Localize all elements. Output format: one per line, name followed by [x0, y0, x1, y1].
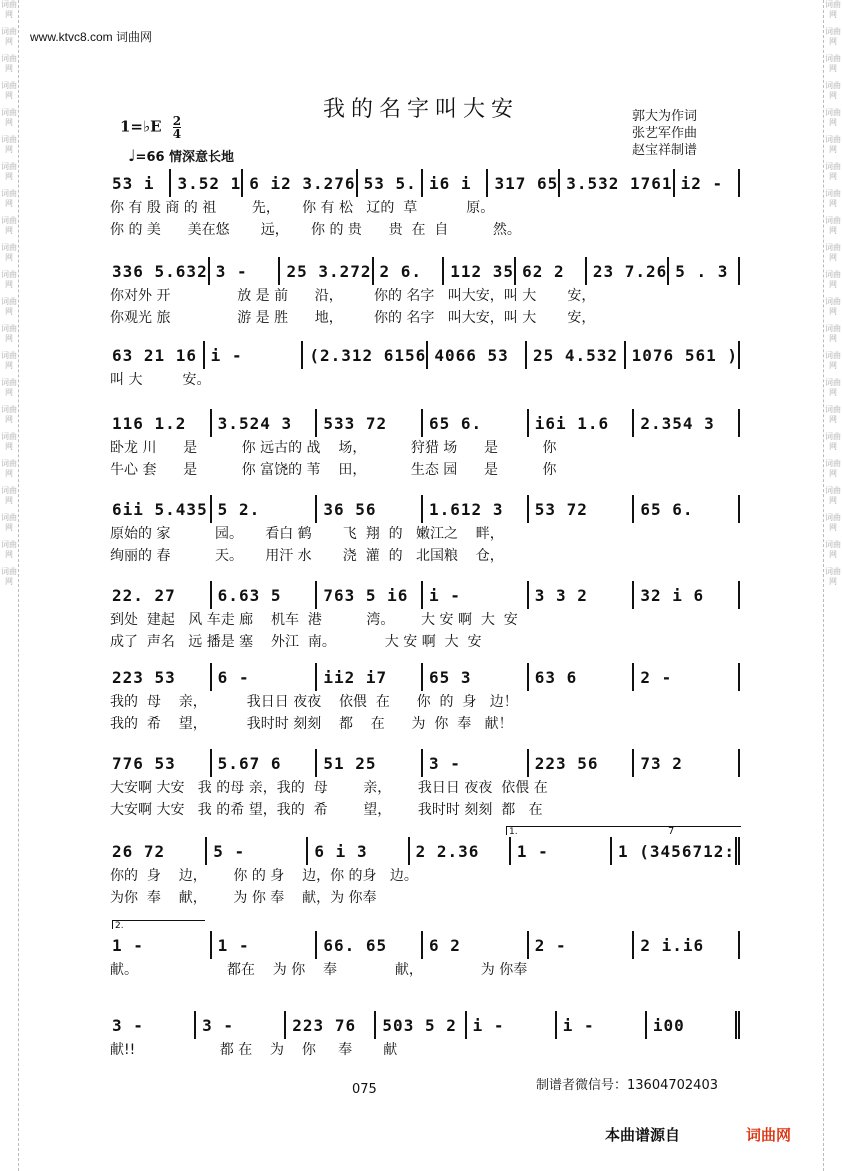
watermark-text: 词曲网: [825, 459, 841, 478]
source-label: 本曲谱源自: [605, 1126, 681, 1144]
measure: 6 i 3: [308, 837, 409, 865]
measure: 25 3.272: [280, 257, 373, 285]
measure: 317 65: [488, 169, 560, 197]
measure: 223 76: [286, 1011, 376, 1039]
measure: 763 5 i6: [317, 581, 423, 609]
watermark-text: 词曲网: [1, 378, 17, 397]
watermark-text: 词曲网: [825, 216, 841, 235]
measure: i6i 1.6: [529, 409, 635, 437]
lyric-line: 到处 建起 风 车走 廊 机车 港 湾。 大 安 啊 大 安: [110, 612, 518, 628]
measure: 3 -: [110, 1011, 196, 1039]
watermark-text: 词曲网: [1, 108, 17, 127]
watermark-text: 词曲网: [1, 54, 17, 73]
quarter-note-icon: ♩: [128, 146, 136, 165]
watermark-text: 词曲网: [1, 432, 17, 451]
measure: i00: [647, 1011, 740, 1039]
key-signature: [120, 115, 181, 140]
lyric-line: [110, 982, 740, 1004]
right-margin-watermark: [823, 0, 842, 1171]
measure: 73 2: [634, 749, 740, 777]
measure: 53 5.: [358, 169, 423, 197]
lyric-line: 献!! 都 在 为 你 奉 献: [110, 1042, 398, 1058]
measure: 1 -: [212, 931, 318, 959]
watermark-text: 词曲网: [1, 324, 17, 343]
measure: i -: [467, 1011, 557, 1039]
lyricist: 郭大为作词: [632, 109, 698, 124]
tempo-marking: [128, 146, 234, 165]
watermark-text: 词曲网: [825, 351, 841, 370]
lyric-line: 卧龙 川 是 你 远古的 战 场， 狩猎 场 是 你: [110, 440, 557, 456]
measure: i -: [205, 341, 304, 369]
measure: 2 -: [634, 663, 740, 691]
watermark-text: 词曲网: [1, 459, 17, 478]
measure-line: [110, 168, 740, 198]
measure: 2 6.: [374, 257, 445, 285]
watermark-text: 词曲网: [825, 270, 841, 289]
measure: ii2 i7: [317, 663, 423, 691]
watermark-text: 词曲网: [825, 540, 841, 559]
measure: 36 56: [317, 495, 423, 523]
measure-line: [110, 408, 740, 438]
site-url[interactable]: www.ktvc8.com 词曲网: [30, 30, 153, 44]
measure-line: [110, 662, 740, 692]
measure-line: [110, 340, 740, 370]
composer: 张艺军作曲: [632, 126, 698, 141]
measure-line: [110, 256, 740, 286]
measure: 63 6: [529, 663, 635, 691]
measure: 5 -: [207, 837, 308, 865]
measure: 62 2: [516, 257, 587, 285]
measure: 53 i: [110, 169, 171, 197]
score-system: [110, 748, 740, 822]
measure: 1 -: [511, 837, 612, 865]
measure-line: [110, 836, 740, 866]
watermark-text: 词曲网: [825, 567, 841, 586]
maker-contact: 制谱者微信号：13604702403: [536, 1078, 718, 1093]
time-signature-top: 2: [172, 114, 182, 128]
measure: 336 5.632: [110, 257, 210, 285]
measure: 63 21 16: [110, 341, 205, 369]
lyric-line: 献。 都在 为 你 奉 献， 为 你奉: [110, 962, 528, 978]
watermark-text: 词曲网: [1, 405, 17, 424]
measure: 223 53: [110, 663, 212, 691]
measure: 6 -: [212, 663, 318, 691]
score-system: [110, 494, 740, 568]
watermark-text: 词曲网: [1, 216, 17, 235]
first-ending-bracket: 1.: [506, 826, 741, 835]
watermark-text: 词曲网: [825, 0, 841, 19]
measure: 1 (3456712:: [612, 837, 740, 865]
score-system: [110, 580, 740, 654]
watermark-text: 词曲网: [825, 27, 841, 46]
watermark-text: 词曲网: [1, 513, 17, 532]
lyric-line: 成了 声名 远 播是 塞 外江 南。 大 安 啊 大 安: [110, 634, 482, 650]
watermark-text: 词曲网: [1, 135, 17, 154]
measure: 22. 27: [110, 581, 212, 609]
measure: 1 -: [110, 931, 212, 959]
lyric-line: 你 的 美 美在悠 远， 你 的 贵 贵 在 自 然。: [110, 222, 521, 238]
measure: 5.67 6: [212, 749, 318, 777]
measure: 116 1.2: [110, 409, 212, 437]
watermark-text: 词曲网: [825, 513, 841, 532]
lyric-line: 绚丽的 春 天。 用汗 水 浇 灌 的 北国粮 仓，: [110, 548, 504, 564]
measure: 3.524 3: [212, 409, 318, 437]
page-number: 075: [352, 1082, 377, 1097]
watermark-text: 词曲网: [1, 189, 17, 208]
measure: 2 i.i6: [634, 931, 740, 959]
score-system: [110, 340, 740, 414]
lyric-line: 原始的 家 园。 看白 鹤 飞 翔 的 嫩江之 畔，: [110, 526, 504, 542]
measure: 3 -: [423, 749, 529, 777]
measure: i6 i: [423, 169, 488, 197]
score-system: [110, 930, 740, 1004]
second-ending-bracket: 2.: [112, 920, 205, 929]
watermark-text: 词曲网: [825, 378, 841, 397]
measure: 3 -: [210, 257, 281, 285]
measure: 2 2.36: [410, 837, 511, 865]
measure: 3 3 2: [529, 581, 635, 609]
brand-logo[interactable]: 词曲网: [746, 1126, 792, 1144]
lyric-line: 我的 希 望， 我时时 刻刻 都 在 为 你 奉 献！: [110, 716, 513, 732]
measure: 23 7.26: [587, 257, 669, 285]
tuplet-mark: 7: [668, 826, 675, 837]
watermark-text: 词曲网: [825, 81, 841, 100]
score-system: [110, 168, 740, 242]
measure: 2.354 3: [634, 409, 740, 437]
measure: 66. 65: [317, 931, 423, 959]
measure-line: [110, 580, 740, 610]
lyric-line: 叫 大 安。: [110, 372, 211, 388]
watermark-text: 词曲网: [825, 189, 841, 208]
watermark-text: 词曲网: [825, 297, 841, 316]
watermark-text: 词曲网: [825, 486, 841, 505]
watermark-text: 词曲网: [1, 162, 17, 181]
credits: [632, 108, 697, 159]
measure: 112 35: [444, 257, 516, 285]
measure: 533 72: [317, 409, 423, 437]
measure: 6ii 5.435: [110, 495, 212, 523]
lyric-line: 你 有 殷 商 的 祖 先， 你 有 松 辽的 草 原。: [110, 200, 495, 216]
watermark-text: 词曲网: [825, 243, 841, 262]
lyric-line: 我的 母 亲， 我日日 夜夜 依偎 在 你 的 身 边！: [110, 694, 518, 710]
measure: 6 i2 3.276: [243, 169, 357, 197]
watermark-text: 词曲网: [1, 81, 17, 100]
watermark-text: 词曲网: [1, 270, 17, 289]
measure: 51 25: [317, 749, 423, 777]
measure: 5 . 3: [669, 257, 740, 285]
lyric-line: 你观光 旅 游 是 胜 地， 你的 名字 叫大安，叫 大 安，: [110, 310, 596, 326]
measure: 65 6.: [634, 495, 740, 523]
measure-line: [110, 494, 740, 524]
measure: 3 -: [196, 1011, 286, 1039]
measure: 32 i 6: [634, 581, 740, 609]
key-label: 1=♭E: [120, 117, 162, 136]
measure-line: [110, 930, 740, 960]
score-system: [110, 662, 740, 736]
measure: 503 5 2: [376, 1011, 466, 1039]
watermark-text: 词曲网: [825, 108, 841, 127]
score-system: [110, 256, 740, 330]
song-title: 我的名字叫大安: [322, 97, 519, 122]
watermark-text: 词曲网: [1, 0, 17, 19]
watermark-text: 词曲网: [1, 351, 17, 370]
measure: 53 72: [529, 495, 635, 523]
measure: 223 56: [529, 749, 635, 777]
watermark-text: 词曲网: [825, 162, 841, 181]
measure: 6 2: [423, 931, 529, 959]
score-system: [110, 836, 740, 910]
lyric-line: 大安啊 大安 我 的希 望，我的 希 望， 我时时 刻刻 都 在: [110, 802, 543, 818]
watermark-text: 词曲网: [1, 540, 17, 559]
measure: (2.312 6156: [303, 341, 428, 369]
watermark-text: 词曲网: [825, 135, 841, 154]
score-system: [110, 1010, 740, 1084]
time-signature-bottom: 4: [172, 127, 182, 141]
watermark-text: 词曲网: [825, 432, 841, 451]
measure: 1076 561 ): [626, 341, 740, 369]
measure: 3.52 1: [171, 169, 243, 197]
measure: 1.612 3: [423, 495, 529, 523]
measure: 2 -: [529, 931, 635, 959]
measure: i -: [557, 1011, 647, 1039]
measure: 3.532 1761: [560, 169, 674, 197]
lyric-line: 你的 身 边， 你 的 身 边，你 的身 边。: [110, 868, 418, 884]
measure: i2 -: [675, 169, 740, 197]
left-margin-watermark: [0, 0, 19, 1171]
watermark-text: 词曲网: [825, 405, 841, 424]
measure: 25 4.532: [527, 341, 626, 369]
measure-line: [110, 748, 740, 778]
measure: 65 3: [423, 663, 529, 691]
score-system: [110, 408, 740, 482]
measure: 776 53: [110, 749, 212, 777]
tempo-text: =66 情深意长地: [135, 150, 235, 165]
lyric-line: 大安啊 大安 我 的母 亲，我的 母 亲， 我日日 夜夜 依偎 在: [110, 780, 548, 796]
watermark-text: 词曲网: [825, 324, 841, 343]
watermark-text: 词曲网: [1, 486, 17, 505]
lyric-line: 你对外 开 放 是 前 沿， 你的 名字 叫大安，叫 大 安，: [110, 288, 596, 304]
measure: 65 6.: [423, 409, 529, 437]
watermark-text: 词曲网: [1, 27, 17, 46]
measure: 4066 53: [428, 341, 527, 369]
watermark-text: 词曲网: [1, 297, 17, 316]
watermark-text: 词曲网: [1, 243, 17, 262]
lyric-line: 牛心 套 是 你 富饶的 苇 田， 生态 园 是 你: [110, 462, 557, 478]
lyric-line: 为你 奉 献， 为 你 奉 献，为 你奉: [110, 890, 377, 906]
arranger: 赵宝祥制谱: [632, 143, 698, 158]
measure-line: [110, 1010, 740, 1040]
measure: i -: [423, 581, 529, 609]
measure: 5 2.: [212, 495, 318, 523]
time-signature: [173, 115, 181, 140]
measure: 26 72: [110, 837, 207, 865]
watermark-text: 词曲网: [825, 54, 841, 73]
watermark-text: 词曲网: [1, 567, 17, 586]
measure: 6.63 5: [212, 581, 318, 609]
